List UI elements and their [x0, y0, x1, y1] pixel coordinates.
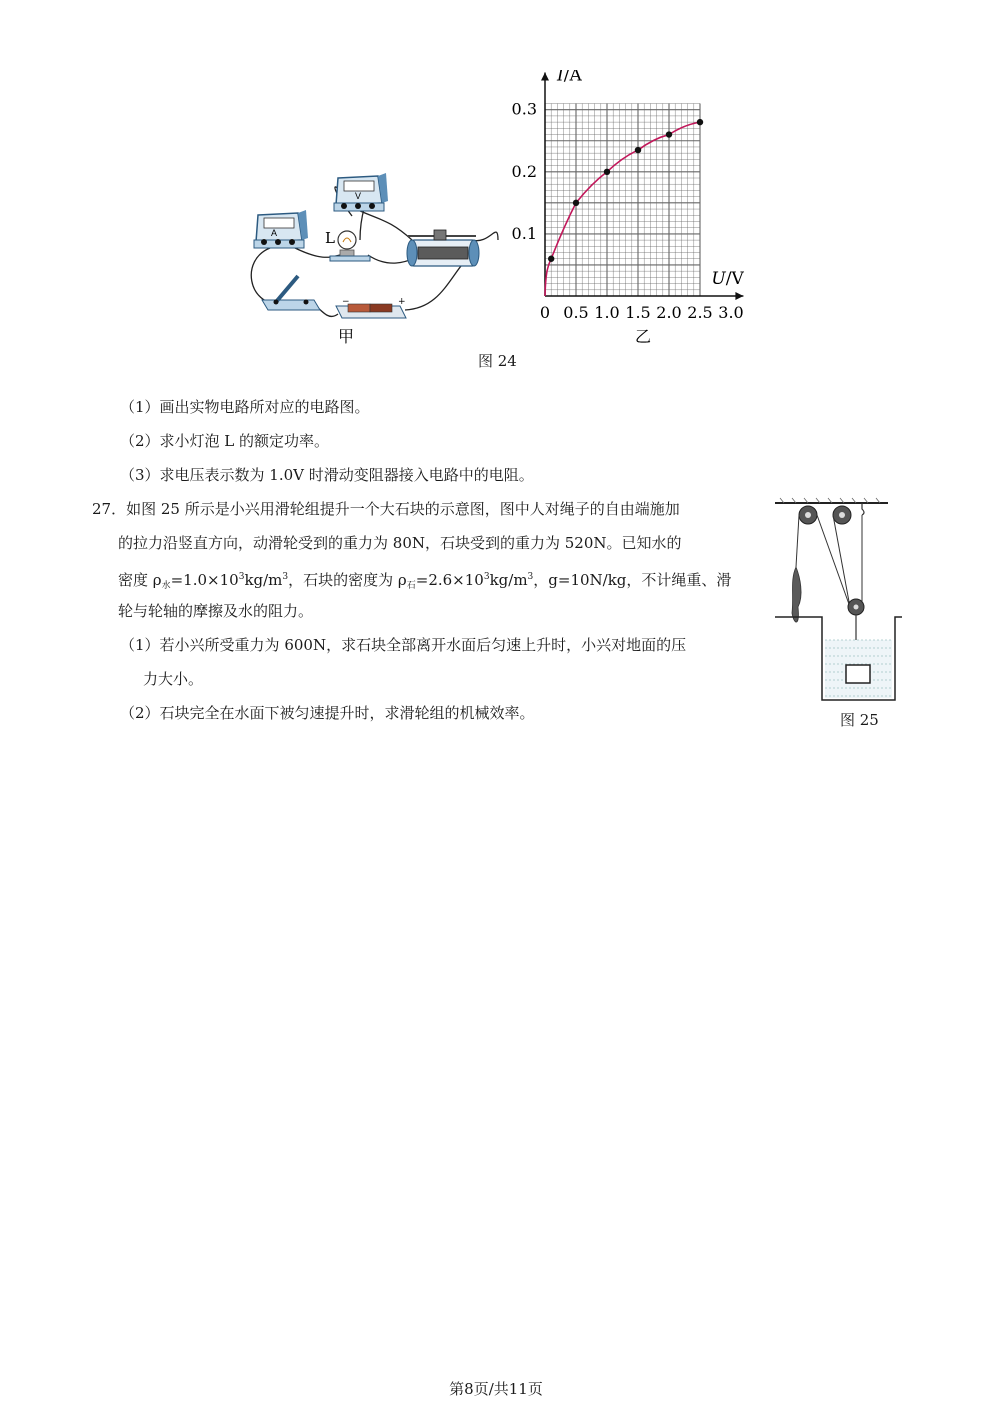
figure-24-right-label: 乙	[634, 327, 652, 346]
ammeter	[254, 210, 308, 248]
x-tick-label: 1.5	[625, 303, 651, 322]
wire	[251, 248, 280, 304]
ammeter-label: A	[270, 228, 278, 238]
stone-block	[846, 665, 870, 683]
figure-25-svg	[770, 495, 910, 735]
y-tick-label: 0.3	[511, 99, 537, 119]
data-point	[604, 169, 610, 175]
data-point	[635, 147, 641, 153]
q27-part1: （1）若小兴所受重力为 600N，求石块全部离开水面后匀速上升时，小兴对地面的压	[120, 636, 687, 654]
figure-24-svg	[240, 70, 800, 380]
wire	[358, 210, 412, 240]
iu-chart	[512, 70, 745, 322]
q27-line2: 的拉力沿竖直方向，动滑轮受到的重力为 80N，石块受到的重力为 520N。已知水的	[118, 534, 682, 552]
x-tick-label: 0	[539, 303, 551, 322]
voltmeter	[334, 173, 388, 211]
x-tick-label: 0.5	[563, 303, 589, 322]
y-tick-label: 0.2	[511, 161, 537, 181]
figure-24-left-label: 甲	[337, 327, 355, 346]
battery-minus-label: −	[342, 297, 350, 307]
switch	[262, 276, 320, 310]
x-tick-label: 2.0	[656, 303, 682, 322]
q27-part1-cont: 力大小。	[143, 670, 204, 688]
x-axis-arrow	[735, 292, 743, 300]
q26-part1: （1）画出实物电路所对应的电路图。	[120, 398, 370, 416]
q26-part3: （3）求电压表示数为 1.0V 时滑动变阻器接入电路中的电阻。	[120, 466, 534, 484]
lamp-label: L	[325, 229, 335, 247]
x-axis-label: U/V	[711, 269, 744, 289]
page-footer: 第8页/共11页	[449, 1380, 543, 1398]
data-point	[548, 256, 554, 262]
q27-line3: 密度 $\rho_水=1.0\times 10^3kg/m^3$，石块的密度为 $\rho_石=2.6\times 10^3kg/m^3$，g=10N/kg，不计绳重、滑	[118, 571, 732, 591]
figure-24-caption: 图 24	[478, 352, 517, 370]
x-tick-label: 3.0	[718, 303, 744, 322]
y-axis-arrow	[541, 72, 549, 80]
x-tick-label: 1.0	[594, 303, 620, 322]
battery-box	[336, 297, 406, 318]
battery-plus-label: +	[398, 297, 406, 307]
q27-part2: （2）石块完全在水面下被匀速提升时，求滑轮组的机械效率。	[120, 704, 535, 722]
voltmeter-label: V	[354, 191, 362, 201]
data-point	[573, 200, 579, 206]
figure-25-caption: 图 25	[840, 711, 879, 729]
figure-24	[240, 70, 800, 380]
q27-line4: 轮与轮轴的摩擦及水的阻力。	[118, 602, 314, 620]
q27-line1: 27．如图 25 所示是小兴用滑轮组提升一个大石块的示意图，图中人对绳子的自由端施加	[92, 500, 680, 518]
data-point	[666, 131, 672, 137]
lamp	[325, 229, 370, 261]
y-tick-label: 0.1	[511, 223, 537, 243]
x-tick-label: 2.5	[687, 303, 713, 322]
figure-25	[770, 495, 910, 735]
data-point	[697, 119, 703, 125]
rheostat	[407, 230, 479, 266]
y-axis-label: I/A	[557, 70, 582, 86]
q26-part2: （2）求小灯泡 L 的额定功率。	[120, 432, 330, 450]
